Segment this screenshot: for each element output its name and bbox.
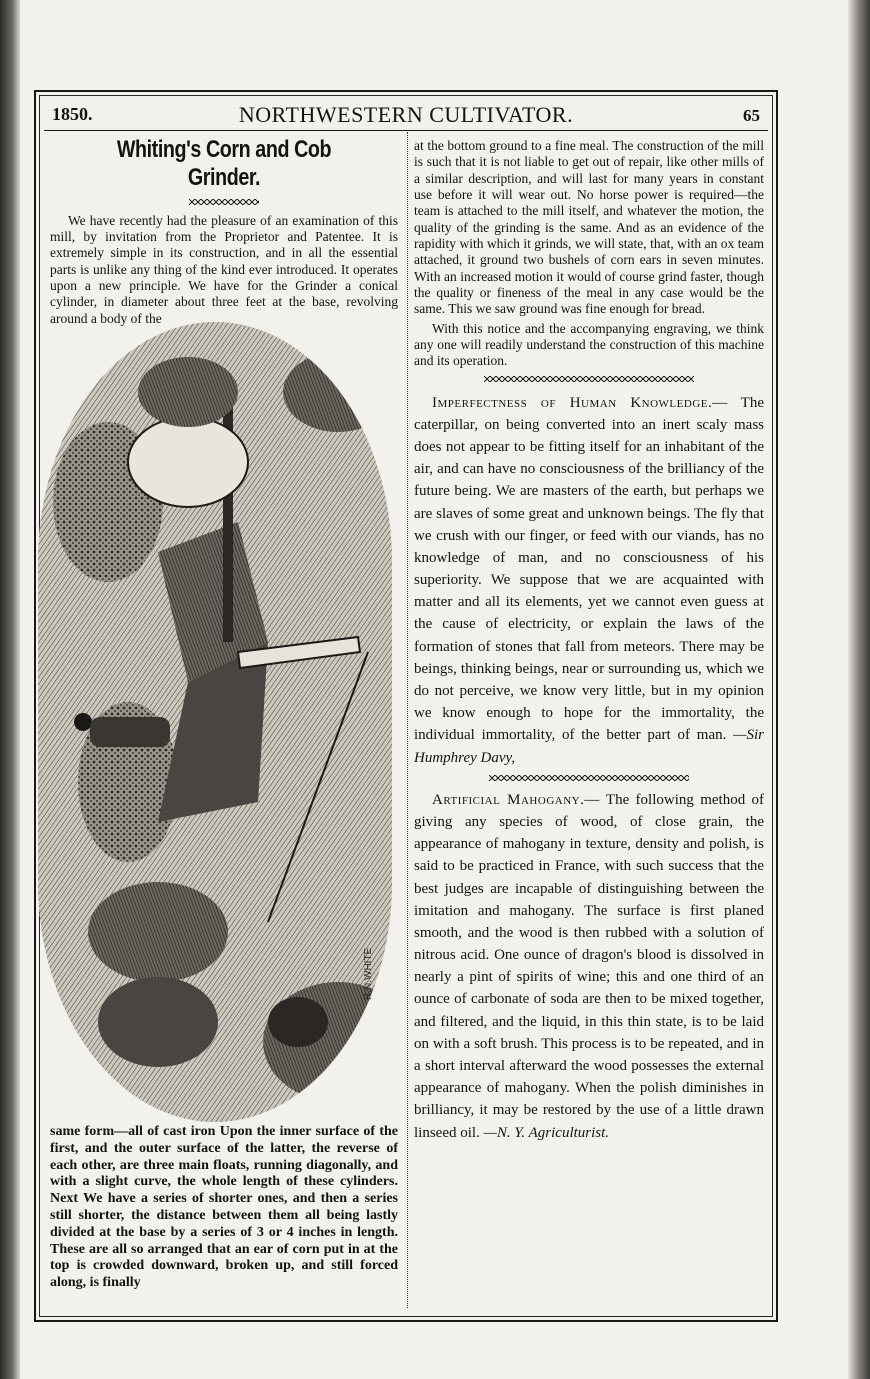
book-edge-right — [848, 0, 870, 1379]
article-closing-paragraph: With this notice and the accompanying engraving, we think any one will readily understand the construction of this machine and its operation. — [414, 320, 764, 369]
title-ornament — [189, 199, 259, 205]
running-header — [44, 100, 768, 131]
mahogany-body: The following method of giving any species of wood, of close grain, the appearance of mahogany in texture, density and polish, is said to be practiced in France, with such success that the best judges are incapable of distinguishing between the imitation and mahogany. The surface is first planed smooth, and the wood is then rubbed with a solution of nitrous acid. One ounce of dragon's blood is dissolved in nearly a pint of spirits of wine; this and one third of an ounce of carbonate of soda are then to be mixed together, and filtered, and the liquid, in this thin state, is to be laid on with a soft brush. This process is to be repeated, and in a short interval afterward the wood possesses the external appearance of mahogany. When the polish diminishes in brilliancy, it may be restored by the use of a little drawn linseed oil. — [414, 791, 765, 1141]
knowledge-attribution: —Sir Humphrey Davy, — [414, 727, 764, 766]
article-right-paragraph: at the bottom ground to a fine meal. The construction of the mill is such that it is not liable to get out of repair, like other mills of a similar description, and will last for many years in constant use before it will wear out. No horse power is required—the team is attached to the mill itself, and whatever the motion, the quality of the grinding is the same. And as an evidence of the rapidity with which it grinds, we will state, that, with an ox team attached, it ground two bushels of corn ears in seven minutes. With an increased motion it would of course grind faster, though the quality or fineness of the meal in any case would be the same. This we saw ground was fine enough for bread. — [414, 138, 764, 317]
knowledge-body: The caterpillar, on being converted into an inert scaly mass does not appear to be fitting itself for an inhabitant of the air, and can have no consciousness of the brilliancy of the future being. We are masters of the earth, but perhaps we are slaves of some great and unknown beings. The fly that we crush with our finger, or feed with our viands, has no knowledge of man, and no consciousness of his superiority. We suppose that we are acquainted with matter and all its elements, yet we cannot even guess at the cause of electricity, or explain the laws of the formation of stones that fall from meteors. There may be beings, thinking beings, near or surrounding us, which we do not perceive, we know very little, but in my opinion we know enough to hope for the immortality, the individual immortality, of the better part of man. — [414, 394, 764, 744]
mahogany-article — [414, 789, 764, 1144]
knowledge-heading: Imperfectness of Human Knowledge.— — [432, 394, 728, 411]
article-continuation-paragraph: same form—all of cast iron Upon the inner surface of the first, and the outer surface of the latter, the reverse of each other, are three main floats, running diagonally, and with a slight curve, the whole length of these cylinders. Next We have a series of shorter ones, and then a series still shorter, the distance between them all being lastly divided at the base by a series of 3 or 4 inches in length. These are all so arranged that an ear of corn put in at the top is crowded downward, broken up, and still forced along, is finally — [50, 1124, 398, 1291]
header-title: NORTHWESTERN CULTIVATOR. — [238, 102, 574, 127]
left-column-bottom — [50, 1124, 398, 1292]
section-ornament-1 — [484, 376, 694, 382]
header-year: 1850. — [52, 104, 93, 124]
corn-grinder-engraving — [38, 322, 392, 1122]
right-column — [414, 138, 764, 1144]
section-ornament-2 — [489, 775, 689, 781]
mahogany-heading: Artificial Mahogany.— — [432, 791, 600, 808]
article-title-grinder: Whiting's Corn and Cob Grinder. — [116, 136, 332, 192]
engraver-signature: R.N.WHITE — [363, 947, 374, 1000]
knowledge-article — [414, 392, 764, 769]
column-divider — [407, 132, 409, 1308]
page-number: 65 — [743, 106, 760, 125]
book-spine-left — [0, 0, 20, 1379]
mahogany-attribution: —N. Y. Agriculturist. — [483, 1124, 610, 1141]
left-column-top — [50, 136, 398, 327]
article-intro-paragraph: We have recently had the pleasure of an examination of this mill, by invitation from the Proprietor and Patentee. It is extremely simple in its construction, and in all the essential parts is unlike any thing of the kind ever introduced. It operates upon a new principle. We have for the Grinder a conical cylinder, in diameter about three feet at the base, revolving around a body of the — [50, 212, 398, 326]
